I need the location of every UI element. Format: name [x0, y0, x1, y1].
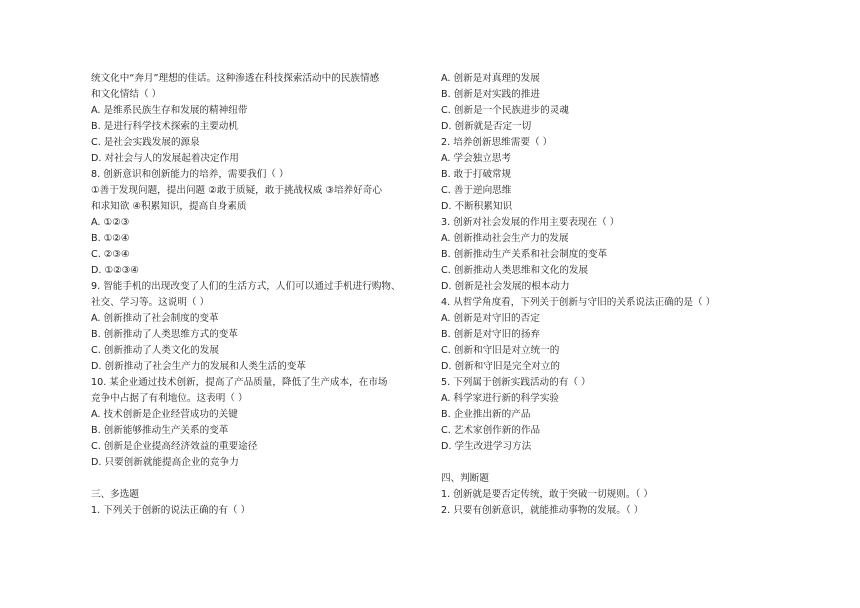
option-line: D. 创新推动了社会生产力的发展和人类生活的变革: [91, 361, 306, 372]
question-line: 5. 下列属于创新实践活动的有（ ）: [441, 377, 591, 388]
option-line: D. 创新就是否定一切: [441, 121, 532, 132]
option-line: D. 对社会与人的发展起着决定作用: [91, 153, 239, 164]
question-line: 1. 创新就是要否定传统，敢于突破一切规则。（ ）: [441, 489, 653, 500]
option-line: B. ①②④: [91, 233, 130, 244]
option-line: C. 创新是一个民族进步的灵魂: [441, 105, 569, 116]
option-line: B. 敢于打破常规: [441, 169, 512, 180]
option-line: A. 创新是对真理的发展: [441, 73, 540, 84]
question-line: 3. 创新对社会发展的作用主要表现在（ ）: [441, 217, 620, 228]
option-line: D. 学生改进学习方法: [441, 441, 532, 452]
question-line: 4. 从哲学角度看，下列关于创新与守旧的关系说法正确的是（ ）: [441, 297, 716, 308]
text-line: 社交、学习等。这说明（ ）: [91, 297, 210, 308]
option-line: B. 是进行科学技术探索的主要动机: [91, 121, 238, 132]
option-line: B. 创新是对守旧的扬弃: [441, 329, 541, 340]
option-line: C. 是社会实践发展的源泉: [91, 137, 200, 148]
option-line: A. 技术创新是企业经营成功的关键: [91, 409, 238, 420]
option-line: C. 创新推动了人类文化的发展: [91, 345, 219, 356]
option-line: C. 善于逆向思维: [441, 185, 512, 196]
option-line: D. ①②③④: [91, 265, 139, 276]
text-line: 和文化情结（ ）: [91, 89, 162, 100]
option-line: B. 创新推动生产关系和社会制度的变革: [441, 249, 608, 260]
section-title: 四、判断题: [441, 473, 489, 484]
option-line: D. 只要创新就能提高企业的竞争力: [91, 457, 239, 468]
option-line: C. 艺术家创作新的作品: [441, 425, 541, 436]
option-line: A. ①②③: [91, 217, 130, 228]
option-line: C. 创新是企业提高经济效益的重要途径: [91, 441, 258, 452]
option-line: B. 创新能够推动生产关系的变革: [91, 425, 229, 436]
option-line: A. 是维系民族生存和发展的精神纽带: [91, 105, 248, 116]
option-line: C. 创新和守旧是对立统一的: [441, 345, 560, 356]
text-line: 竞争中占据了有利地位。这表明（ ）: [91, 393, 248, 404]
spacer: [441, 455, 786, 471]
question-line: 8. 创新意识和创新能力的培养，需要我们（ ）: [91, 169, 289, 180]
question-line: 9. 智能手机的出现改变了人们的生活方式，人们可以通过手机进行购物、: [91, 281, 401, 292]
text-line: ①善于发现问题，提出问题 ②敢于质疑，敢于挑战权威 ③培养好奇心: [91, 185, 382, 196]
option-line: C. ②③④: [91, 249, 130, 260]
option-line: D. 不断积累知识: [441, 201, 513, 212]
text-line: 和求知欲 ④积累知识，提高自身素质: [91, 201, 247, 212]
right-question-block: [441, 71, 786, 455]
option-line: B. 企业推出新的产品: [441, 409, 531, 420]
question-line: 10. 某企业通过技术创新，提高了产品质量，降低了生产成本，在市场: [91, 377, 388, 388]
left-column: [91, 71, 431, 519]
question-line: 2. 培养创新思维需要（ ）: [441, 137, 553, 148]
section-title: 三、多选题: [91, 489, 139, 500]
right-column: [441, 71, 786, 519]
left-question-block: [91, 71, 431, 471]
question-line: 2. 只要有创新意识，就能推动事物的发展。（ ）: [441, 505, 644, 516]
option-line: B. 创新推动了人类思维方式的变革: [91, 329, 238, 340]
option-line: A. 创新是对守旧的否定: [441, 313, 540, 324]
option-line: C. 创新推动人类思维和文化的发展: [441, 265, 589, 276]
option-line: A. 科学家进行新的科学实验: [441, 393, 560, 404]
option-line: A. 创新推动社会生产力的发展: [441, 233, 569, 244]
option-line: D. 创新和守旧是完全对立的: [441, 361, 561, 372]
option-line: B. 创新是对实践的推进: [441, 89, 541, 100]
question-line: 1. 下列关于创新的说法正确的有（ ）: [91, 505, 251, 516]
option-line: D. 创新是社会发展的根本动力: [441, 281, 570, 292]
option-line: A. 学会独立思考: [441, 153, 512, 164]
spacer: [91, 471, 431, 487]
option-line: A. 创新推动了社会制度的变革: [91, 313, 219, 324]
text-line: 统文化中“奔月”理想的佳话。这种渗透在科技探索活动中的民族情感: [91, 73, 380, 84]
